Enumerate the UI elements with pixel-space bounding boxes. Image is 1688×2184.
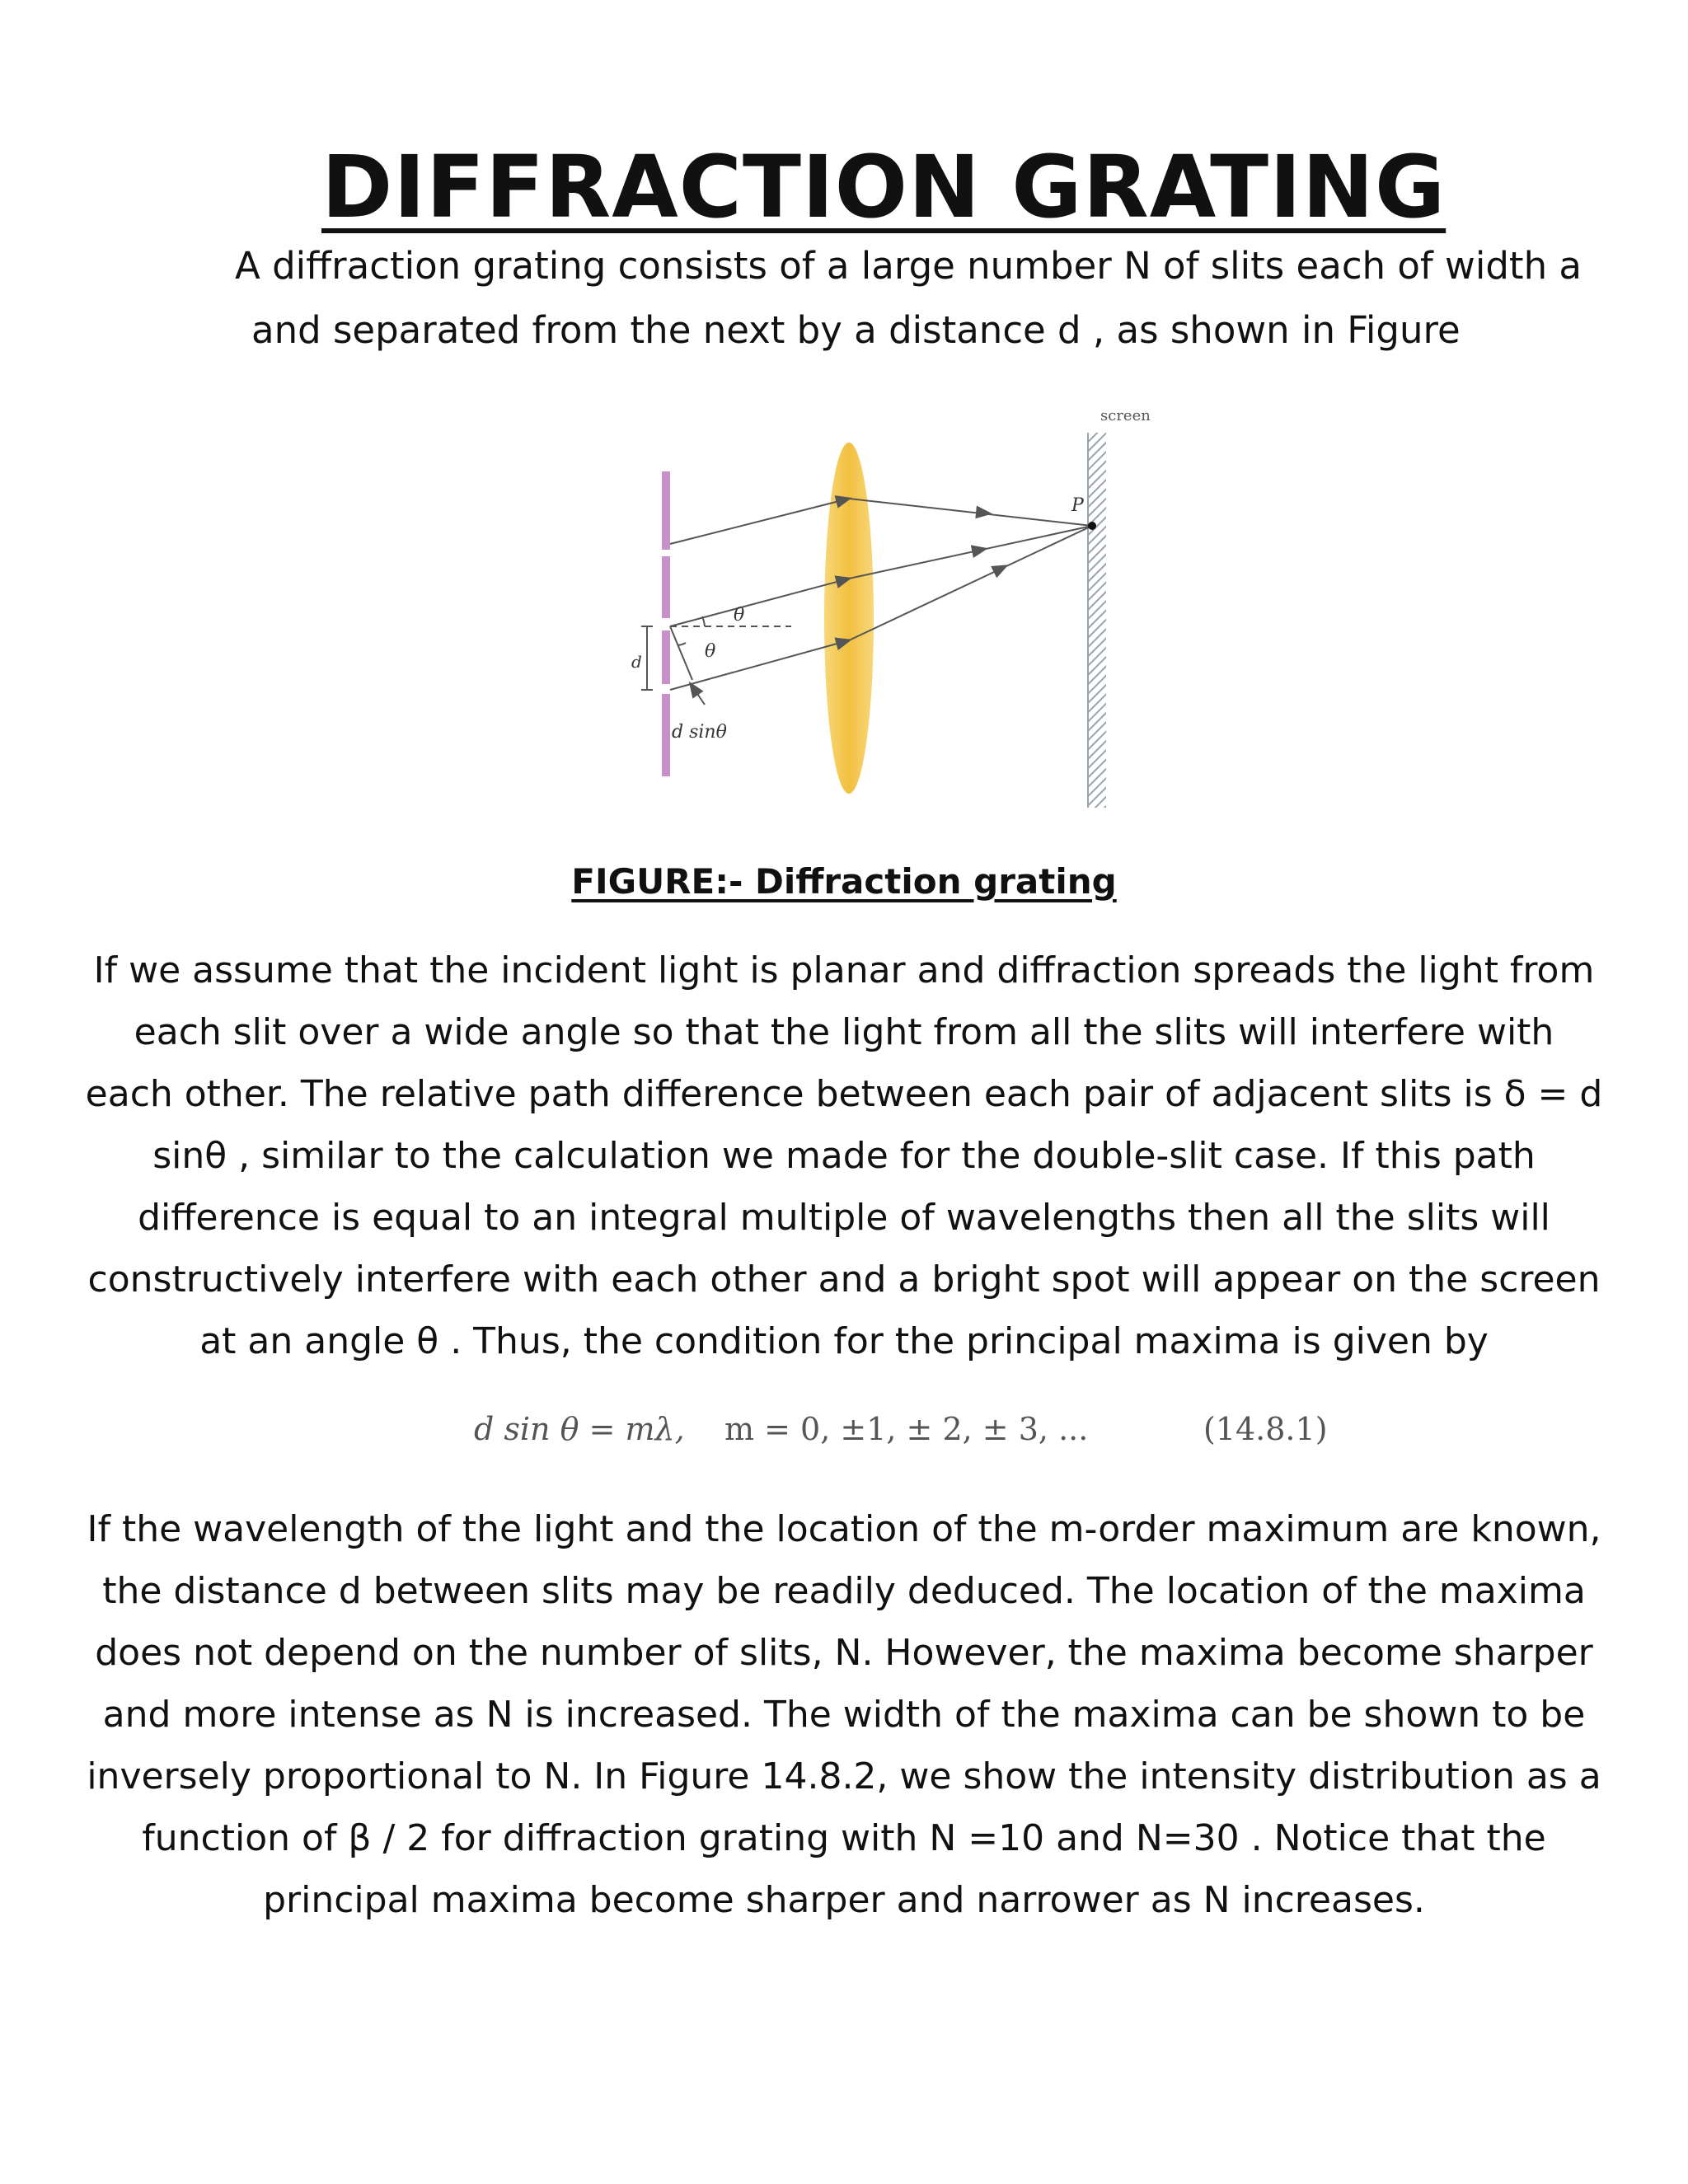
equation-number: (14.8.1) [1203, 1411, 1328, 1447]
grating-bar [662, 694, 670, 776]
grating-bar [662, 630, 670, 684]
screen [1088, 433, 1106, 808]
paragraph-line: principal maxima become sharper and narrower as N increases. [263, 1879, 1425, 1921]
equation-14-8-1 [0, 1411, 1688, 1460]
grating-bar [662, 556, 670, 618]
paragraph-line: If the wavelength of the light and the location of the m-order maximum are known, [87, 1508, 1601, 1550]
paragraph-line: inversely proportional to N. In Figure 14.8.2, we show the intensity distribution as a [87, 1755, 1601, 1797]
ray [670, 579, 849, 626]
intro-line: A diffraction grating consists of a large number N of slits each of width a [235, 244, 1582, 288]
d-label: d [631, 652, 642, 672]
ray [670, 499, 849, 544]
paragraph-line: at an angle θ . Thus, the condition for the principal maxima is given by [199, 1320, 1489, 1362]
dsin-label: d sinθ [672, 722, 727, 743]
paragraph-line: If we assume that the incident light is planar and diffraction spreads the light from [93, 949, 1595, 991]
page-title: DIFFRACTION GRATING [321, 136, 1447, 237]
paragraph-line: does not depend on the number of slits, N. However, the maxima become sharper [95, 1632, 1593, 1674]
grating-diagram [602, 396, 1162, 816]
paragraph-line: each slit over a wide angle so that the light from all the slits will interfere with [134, 1011, 1554, 1053]
paragraph-principal-maxima [49, 940, 1639, 1372]
lens [824, 443, 874, 794]
ray [849, 526, 1092, 579]
paragraph-line: constructively interfere with each other and a bright spot will appear on the screen [87, 1258, 1601, 1301]
paragraph-line: function of β / 2 for diffraction grating with N =10 and N=30 . Notice that the [142, 1817, 1546, 1859]
equation-range: m = 0, ±1, ± 2, ± 3, ... [724, 1411, 1089, 1447]
ray [670, 640, 849, 690]
screen-label: screen [1100, 407, 1151, 424]
paragraph-line: sinθ , similar to the calculation we made for the double-slit case. If this path [152, 1135, 1536, 1177]
paragraph-line: difference is equal to an integral multiple of wavelengths then all the slits will [138, 1197, 1550, 1239]
ray [849, 526, 1092, 640]
path-difference-line [670, 626, 692, 680]
equation-body [474, 1411, 1088, 1447]
theta-label: θ [705, 641, 716, 662]
diffraction-grating-figure [602, 396, 1162, 816]
intro-paragraph [223, 234, 1607, 363]
equation-lhs: d sin θ = mλ, [474, 1411, 685, 1447]
intro-line: and separated from the next by a distance d , as shown in Figure [251, 308, 1461, 352]
theta-label: θ [734, 605, 745, 626]
figure-caption: FIGURE:- Diffraction grating [571, 861, 1117, 902]
paragraph-line: the distance d between slits may be readily deduced. The location of the maxima [102, 1570, 1586, 1612]
grating-bar [662, 471, 670, 550]
paragraph-slit-spacing [49, 1498, 1639, 1931]
point-label: P [1071, 495, 1084, 516]
focal-point [1088, 522, 1096, 530]
paragraph-line: and more intense as N is increased. The width of the maxima can be shown to be [102, 1694, 1586, 1736]
paragraph-line: each other. The relative path difference between each pair of adjacent slits is δ = d [85, 1073, 1603, 1115]
ray [849, 499, 1092, 526]
